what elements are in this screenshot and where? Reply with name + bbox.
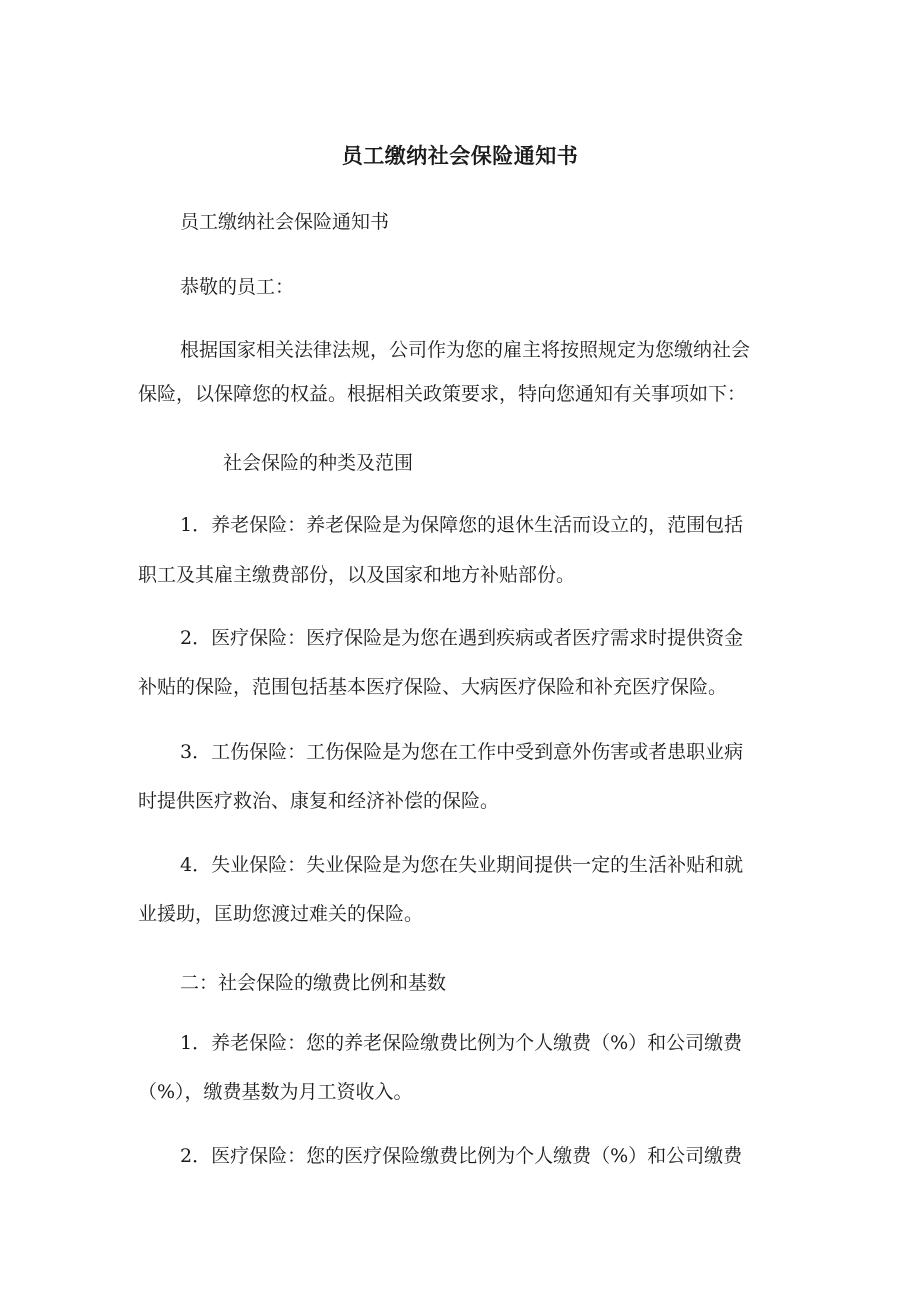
document-subtitle: 员工缴纳社会保险通知书: [180, 211, 390, 233]
pension-rate-line-2: （%），缴费基数为月工资收入。: [138, 1081, 413, 1103]
document-title: 员工缴纳社会保险通知书: [341, 144, 579, 168]
unemployment-insurance-line-2: 业援助，匡助您渡过难关的保险。: [138, 903, 424, 925]
injury-insurance-line-2: 时提供医疗救治、康复和经济补偿的保险。: [138, 790, 500, 812]
injury-insurance-line-1: 3．工伤保险：工伤保险是为您在工作中受到意外伤害或者患职业病: [180, 741, 744, 763]
pension-insurance-line-2: 职工及其雇主缴费部份，以及国家和地方补贴部份。: [138, 564, 576, 586]
section2-heading: 二：社会保险的缴费比例和基数: [180, 972, 447, 994]
pension-rate-line-1: 1．养老保险：您的养老保险缴费比例为个人缴费（%）和公司缴费: [180, 1032, 743, 1054]
greeting: 恭敬的员工：: [180, 276, 295, 298]
medical-insurance-line-1: 2．医疗保险：医疗保险是为您在遇到疾病或者医疗需求时提供资金: [180, 627, 744, 649]
medical-rate-line-1: 2．医疗保险：您的医疗保险缴费比例为个人缴费（%）和公司缴费: [180, 1145, 743, 1167]
section1-heading: 社会保险的种类及范围: [223, 452, 414, 474]
intro-line-1: 根据国家相关法律法规，公司作为您的雇主将按照规定为您缴纳社会: [180, 339, 751, 361]
medical-insurance-line-2: 补贴的保险，范围包括基本医疗保险、大病医疗保险和补充医疗保险。: [138, 676, 728, 698]
intro-line-2: 保险，以保障您的权益。根据相关政策要求，特向您通知有关事项如下：: [138, 383, 747, 405]
pension-insurance-line-1: 1．养老保险：养老保险是为保障您的退休生活而设立的，范围包括: [180, 514, 744, 536]
unemployment-insurance-line-1: 4．失业保险：失业保险是为您在失业期间提供一定的生活补贴和就: [180, 854, 744, 876]
